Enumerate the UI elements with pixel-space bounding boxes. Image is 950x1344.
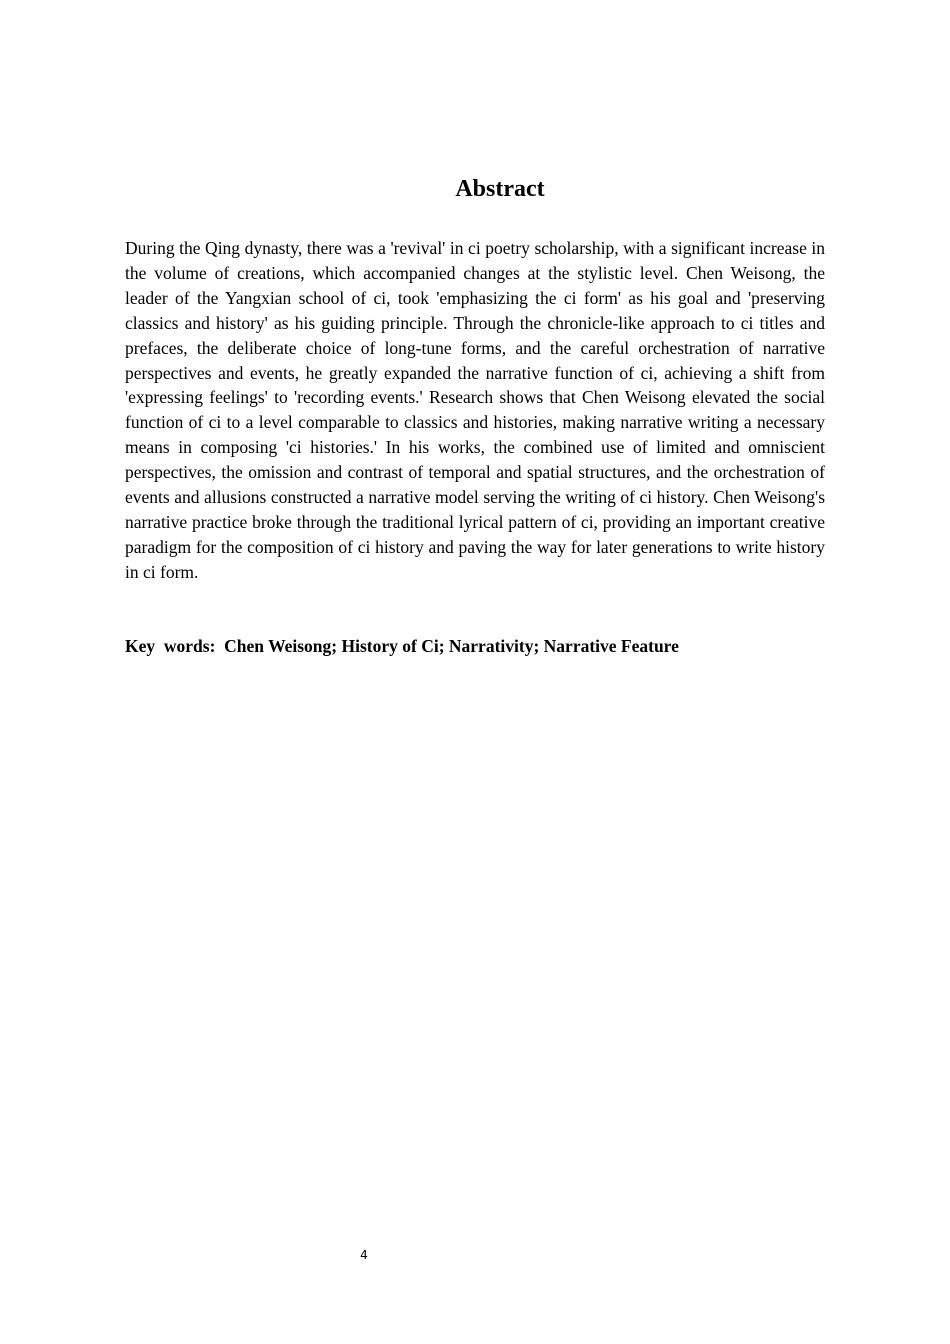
abstract-body: During the Qing dynasty, there was a 'revival' in ci poetry scholarship, with a significant increase in the volume of creations, which accompanied changes at the stylistic level. Chen Weisong, the leader of the Yangxian school of ci, took 'emphasizing the ci form' as his goal and 'preserving classics and history' as his guiding principle. Through the chronicle-like approach to ci titles and prefaces, the deliberate choice of long-tune forms, and the careful orchestration of narrative perspectives and events, he greatly expanded the narrative function of ci, achieving a shift from 'expressing feelings' to 'recording events.' Research shows that Chen Weisong elevated the social function of ci to a level comparable to classics and histories, making narrative writing a necessary means in composing 'ci histories.' In his works, the combined use of limited and omniscient perspectives, the omission and contrast of temporal and spatial structures, and the orchestration of events and allusions constructed a narrative model serving the writing of ci history. Chen Weisong's narrative practice broke through the traditional lyrical pattern of ci, providing an important creative paradigm for the composition of ci history and paving the way for later generations to write history in ci form. bbox=[125, 238, 825, 582]
keywords-line: Key words: Chen Weisong; History of Ci; Narrativity; Narrative Feature bbox=[125, 636, 679, 656]
page-number: 4 bbox=[360, 1248, 368, 1262]
abstract-title: Abstract bbox=[455, 176, 545, 202]
